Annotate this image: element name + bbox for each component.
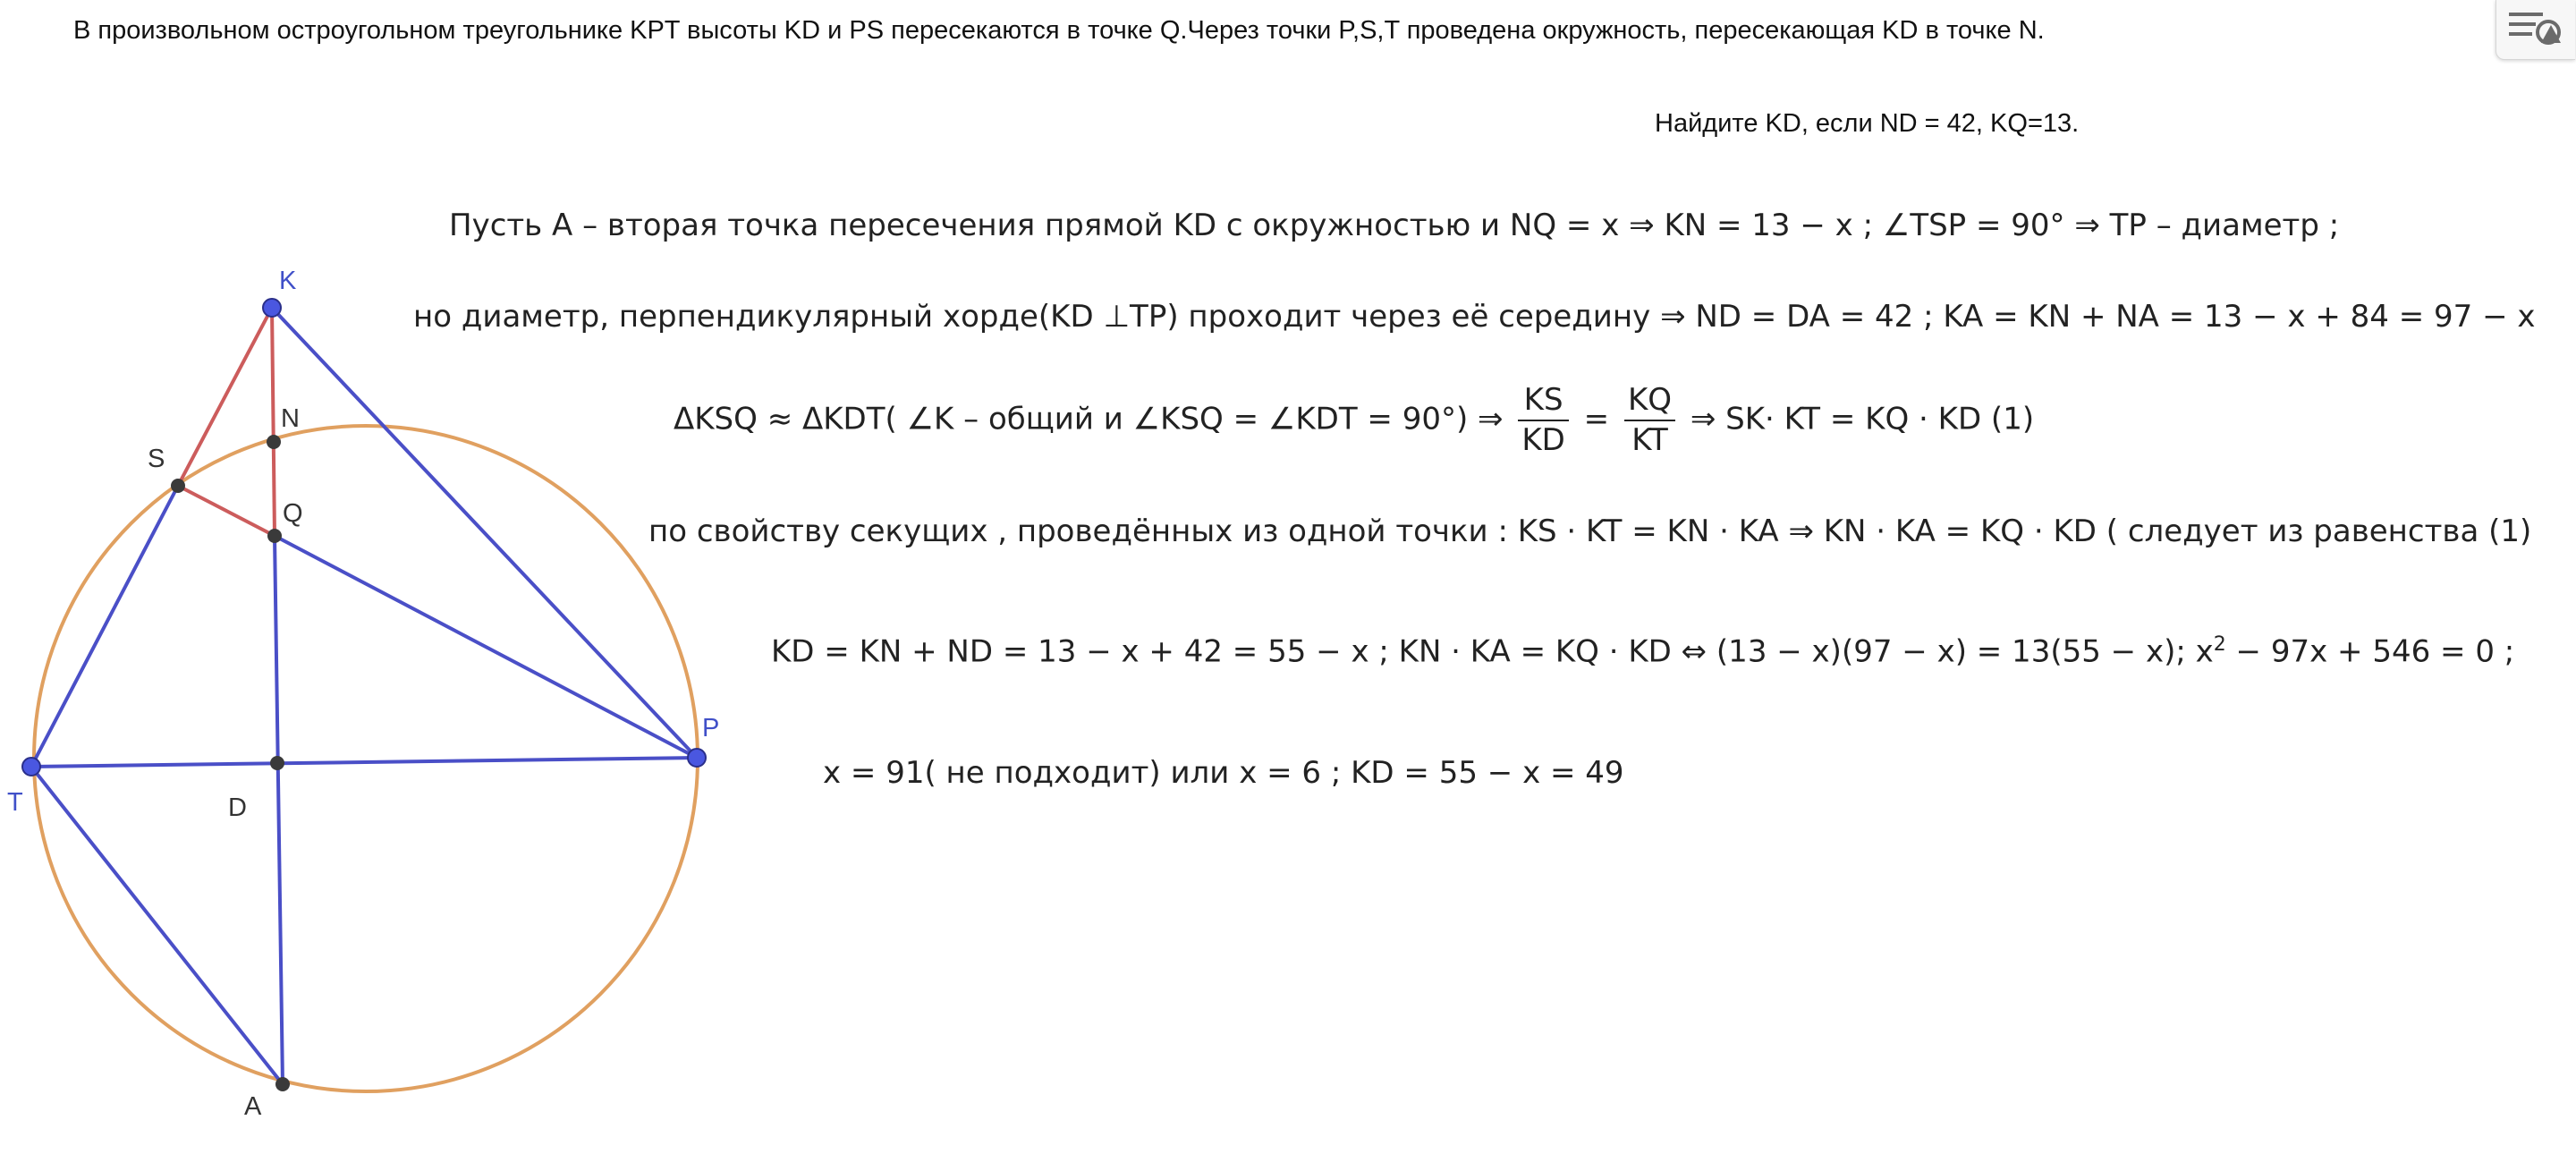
segment-kp[interactable] — [272, 308, 697, 758]
label-d: D — [228, 793, 247, 822]
geometry-diagram — [0, 0, 805, 1154]
point-t[interactable] — [22, 758, 40, 776]
problem-statement-line1: В произвольном остроугольном треугольнике KPT высоты KD и PS пересекаются в точке Q.Через точки P,S,T проведена окружность, пересекающая KD в точке N. — [73, 16, 2045, 45]
segment-tp[interactable] — [31, 758, 697, 767]
solution-row-1: Пусть A – вторая точка пересечения прямой KD с окружностью и NQ = x ⇒ KN = 13 − x ; ∠TSP = 90° ⇒ TP – диаметр ; — [449, 208, 2340, 243]
point-p[interactable] — [688, 749, 706, 767]
label-q: Q — [283, 499, 303, 528]
row3-left-text: ΔKSQ ≈ ΔKDT( ∠K – общий и ∠KSQ = ∠KDT = 90°) ⇒ — [674, 401, 1504, 437]
point-a[interactable] — [275, 1077, 290, 1091]
label-p: P — [702, 714, 720, 742]
segment-qa[interactable] — [275, 536, 283, 1084]
segment-qp[interactable] — [275, 536, 697, 758]
row5-right-text: − 97x + 546 = 0 ; — [2225, 633, 2515, 670]
row5-left-text: KD = KN + ND = 13 − x + 42 = 55 − x ; KN · KA = KQ · KD ⇔ (13 − x)(97 − x) = 13(55 − x); x — [771, 633, 2214, 670]
point-q[interactable] — [267, 529, 282, 543]
solution-row-2: но диаметр, перпендикулярный хорде(KD ⊥TP) проходит через её середину ⇒ ND = DA = 42 ; KA = KN + NA = 13 − x + 84 = 97 − x — [413, 299, 2536, 335]
row3-right-text: ⇒ SK· KT = KQ · KD (1) — [1690, 401, 2035, 437]
solution-row-6: x = 91( не подходит) или x = 6 ; KD = 55 − x = 49 — [823, 755, 1624, 791]
point-k[interactable] — [263, 299, 281, 317]
point-n[interactable] — [267, 435, 281, 449]
graphics-style-button[interactable] — [2496, 0, 2575, 60]
label-a: A — [244, 1092, 262, 1121]
segment-sq[interactable] — [178, 486, 275, 536]
label-t: T — [7, 788, 23, 817]
label-k: K — [279, 267, 297, 295]
solution-row-4: по свойству секущих , проведённых из одной точки : KS · KT = KN · KA ⇒ KN · KA = KQ · KD ( следует из равенства (1) — [648, 513, 2532, 549]
row5-exponent: 2 — [2213, 633, 2226, 656]
solution-row-5 — [771, 633, 2514, 669]
solution-row-3 — [674, 383, 2034, 458]
fraction-ks-kd-denominator: KD — [1521, 422, 1565, 459]
fraction-ks-kd-numerator: KS — [1518, 383, 1568, 421]
point-s[interactable] — [171, 479, 185, 493]
point-d[interactable] — [270, 756, 284, 770]
row3-equals: = — [1583, 401, 1610, 437]
fraction-ks-kd — [1518, 383, 1568, 458]
segment-kq[interactable] — [272, 308, 275, 536]
fraction-kq-kt — [1624, 383, 1675, 458]
segment-st[interactable] — [31, 486, 178, 767]
fraction-kq-kt-numerator: KQ — [1624, 383, 1675, 421]
label-s: S — [148, 445, 165, 473]
label-n: N — [281, 404, 300, 433]
problem-statement-line2: Найдите KD, если ND = 42, KQ=13. — [1655, 109, 2080, 138]
fraction-kq-kt-denominator: KT — [1631, 422, 1668, 459]
graphics-style-icon — [2496, 0, 2575, 59]
